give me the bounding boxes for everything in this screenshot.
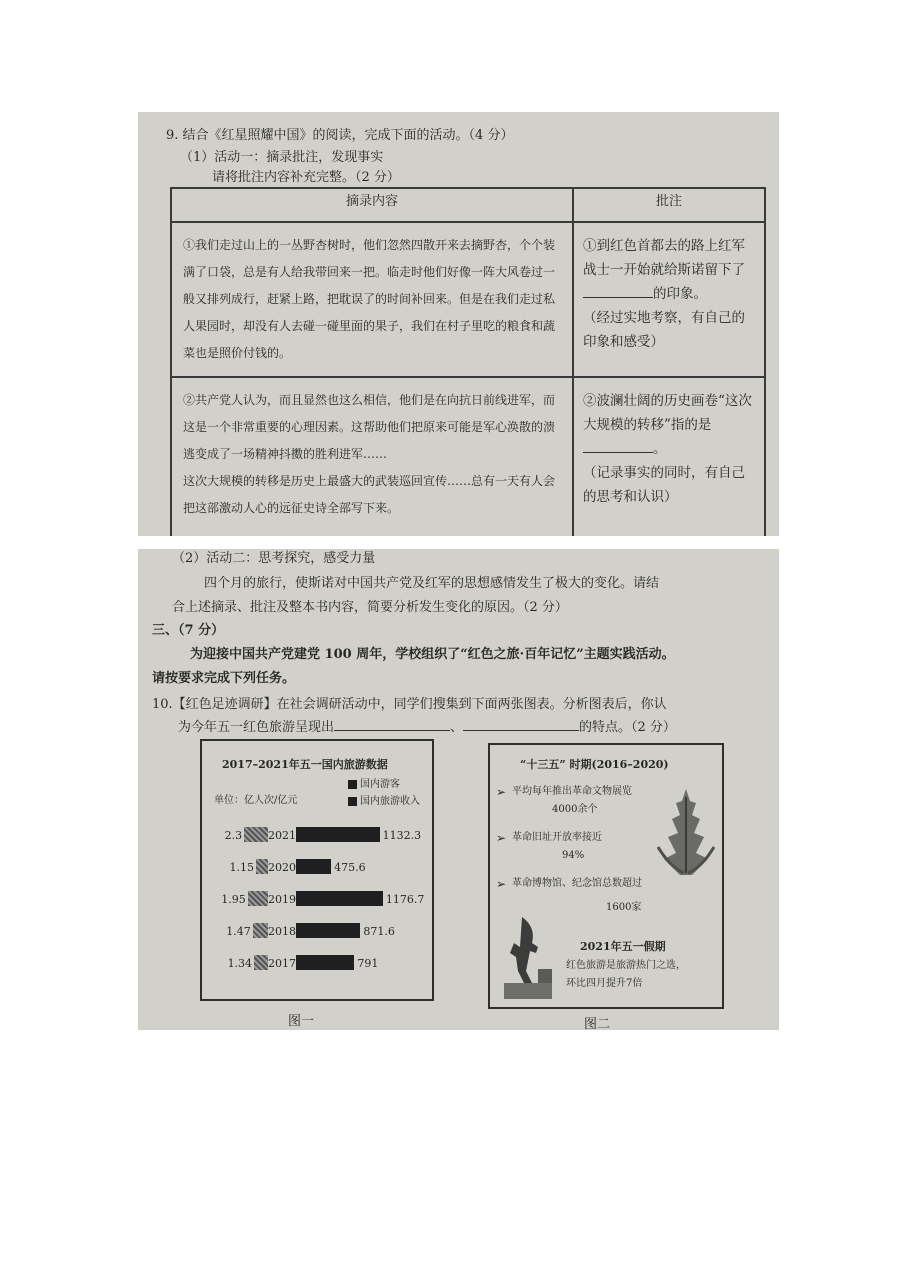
annotation-table [170,187,766,536]
data-label-revenue-2021: 1132.3 [382,829,422,842]
excerpt-text-2b: 这次大规模的转移是历史上最盛大的武装巡回宣传……总有一天有人会把这部激动人心的远征史诗全部写下来。 [183,474,556,515]
bar-visitors-2018 [253,923,268,938]
tick-label-year-2021: 2021 [268,829,296,842]
data-label-revenue-2019: 1176.7 [385,893,425,906]
arrow-icon: ➢ [496,877,507,891]
note-text-2 [575,379,763,519]
fig2-bullet-2-line1: 革命旧址开放率接近 [512,832,602,843]
note-cell-2 [573,377,765,536]
q10-line2-b: 、 [450,720,464,735]
bar-visitors-2021 [244,827,268,842]
answer-blank-3[interactable] [334,729,450,731]
bar-revenue-2021 [296,827,380,842]
answer-blank-1[interactable] [583,296,653,298]
data-label-revenue-2017: 791 [357,957,379,970]
red-army-statue-icon [502,913,556,1001]
data-label-visitors-2018: 1.47 [226,925,251,938]
chart-unit: 单位：亿人次/亿元 [214,795,298,806]
activity2-text-line2: 合上述摘录、批注及整本书内容，简要分析发生变化的原因。（2 分） [172,600,568,615]
data-label-visitors-2019: 1.95 [221,893,246,906]
fig2-bullet-1-line2: 4000余个 [552,804,598,815]
excerpt-cell-2 [171,377,573,536]
excerpt-text-2: ②共产党人认为，而且显然也这么相信，他们是在向抗日前线进军，而这是一个非常重要的心理因素。这帮助他们把原来可能是军心涣散的溃逃变成了一场精神抖擞的胜利进军…… [183,393,556,461]
figure-1-chart [200,739,434,1001]
figure-1-caption: 图一 [288,1014,315,1029]
legend-label-visitors: 国内游客 [360,779,400,790]
fig2-bullet-3-line2: 1600家 [606,902,642,913]
note-2-hint: （记录事实的同时，有自己的思考和认识） [583,465,745,505]
fig2-bullet-3-line1: 革命博物馆、纪念馆总数超过 [512,878,642,889]
fig2-subtitle: 2021年五一假期 [580,940,666,953]
bar-revenue-2020 [296,859,331,874]
q10-line2-a: 为今年五一红色旅游呈现出 [178,720,335,735]
bar-visitors-2017 [254,955,268,970]
note-1-hint: （经过实地考察，有自己的印象和感受） [583,310,745,350]
arrow-icon: ➢ [496,785,507,799]
tick-label-year-2017: 2017 [268,957,296,970]
fig2-sub-line1: 红色旅游是旅游热门之选， [566,960,686,971]
column-header-excerpt: 摘录内容 [171,188,573,222]
q9-instruction: 请将批注内容补充完整。（2 分） [212,170,400,185]
bar-revenue-2019 [296,891,383,906]
section3-intro-line2: 请按要求完成下列任务。 [152,671,296,686]
legend-swatch-visitors [348,780,357,789]
activity2-heading: （2）活动二：思考探究，感受力量 [172,551,376,566]
fig2-sub-line2: 环比四月提升7倍 [566,978,643,989]
q9-title: 9. 结合《红星照耀中国》的阅读，完成下面的活动。（4 分） [166,128,514,143]
legend-label-revenue: 国内旅游收入 [360,796,420,807]
data-label-visitors-2017: 1.34 [227,957,253,970]
chart-title: 2017–2021年五一国内旅游数据 [222,758,388,771]
q10-line2 [178,721,676,734]
bar-revenue-2018 [296,923,360,938]
tick-label-year-2019: 2019 [268,893,296,906]
bar-visitors-2020 [256,859,268,874]
fig2-bullet-2-line2: 94% [562,850,585,861]
data-label-revenue-2018: 871.6 [363,925,395,938]
note-2-part-a: ②波澜壮阔的历史画卷“这次大规模的转移”指的是 [583,393,752,433]
answer-blank-2[interactable] [583,451,653,453]
data-label-revenue-2020: 475.6 [334,861,366,874]
note-cell-1 [573,222,765,377]
q9-activity1: （1）活动一：摘录批注，发现事实 [180,150,384,165]
photo-question-10 [138,549,779,1030]
fig2-title: “十三五” 时期(2016–2020) [520,758,669,771]
column-header-note: 批注 [573,188,765,222]
answer-blank-4[interactable] [463,729,579,731]
fig2-bullet-1-line1: 平均每年推出革命文物展览 [512,786,632,797]
bar-visitors-2019 [248,891,268,906]
arrow-icon: ➢ [496,831,507,845]
note-text-1 [575,224,763,364]
note-1-part-b: 的印象。 [653,286,707,302]
figure-2-infographic [488,743,724,1009]
data-label-visitors-2021: 2.3 [224,829,243,842]
q10-line1: 10.【红色足迹调研】在社会调研活动中，同学们搜集到下面两张图表。分析图表后，你认 [152,697,667,712]
photo-question-9 [138,112,779,536]
section3-heading: 三、（7 分） [152,623,225,638]
excerpt-cell-1 [171,222,573,377]
pagoda-monument-icon [656,787,716,879]
activity2-text-line1: 四个月的旅行，使斯诺对中国共产党及红军的思想感情发生了极大的变化。请结 [204,576,660,591]
excerpt-text-1: ①我们走过山上的一丛野杏树时，他们忽然四散开来去摘野杏，个个装满了口袋，总是有人给我带回来一把。临走时他们好像一阵大风卷过一般又排列成行，赶紧上路，把耽误了的时间补回来。但是在我们走过私人果园时，却没有人去碰一碰里面的果子，我们在村子里吃的粮食和蔬菜也是照价付钱的。 [183,238,556,360]
legend-swatch-revenue [348,797,357,806]
data-label-visitors-2020: 1.15 [229,861,255,874]
figure-2-caption: 图二 [584,1017,611,1030]
section3-intro-line1: 为迎接中国共产党建党 100 周年，学校组织了“红色之旅·百年记忆”主题实践活动。 [190,647,675,662]
note-1-part-a: ①到红色首都去的路上红军战士一开始就给斯诺留下了 [583,238,745,278]
tick-label-year-2018: 2018 [268,925,296,938]
tick-label-year-2020: 2020 [268,861,296,874]
bar-revenue-2017 [296,955,354,970]
q10-line2-c: 的特点。（2 分） [579,720,676,735]
note-2-part-b: 。 [653,441,667,457]
